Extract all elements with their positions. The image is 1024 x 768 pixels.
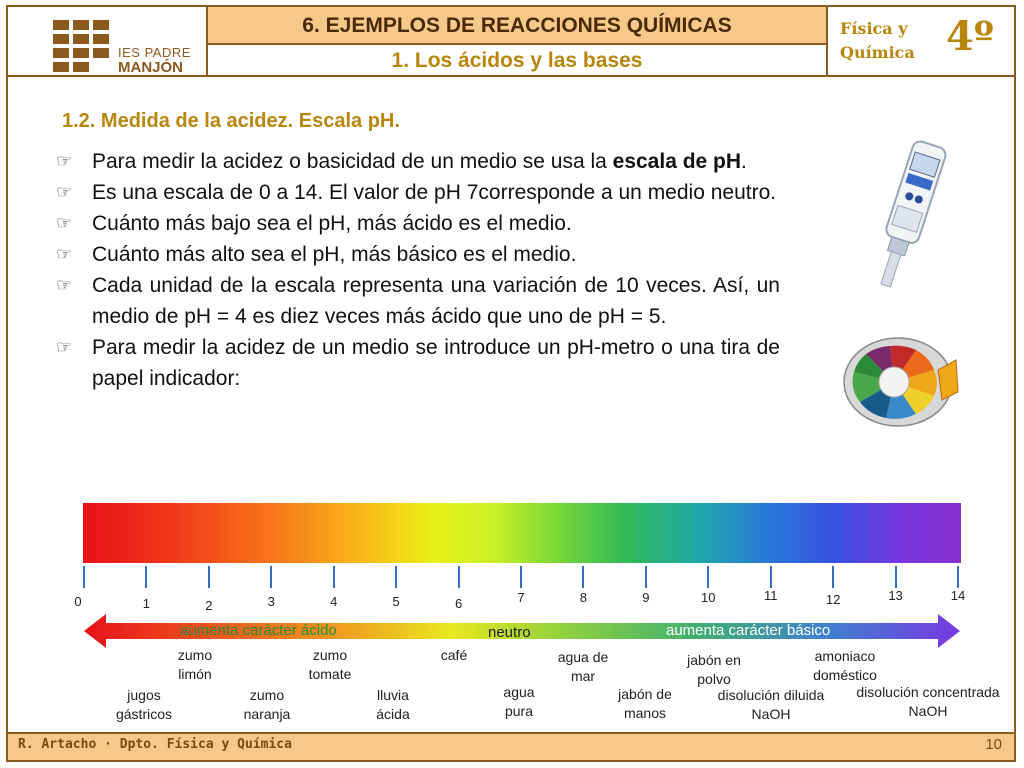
ph-tick-label: 7: [517, 590, 525, 605]
subject-label: [840, 17, 915, 65]
ph-tick: [333, 566, 335, 588]
header-title-box: [208, 7, 828, 77]
ph-meter-image: [855, 136, 955, 296]
ph-tick: [395, 566, 397, 588]
ph-tick: [707, 566, 709, 588]
school-logo: [8, 7, 208, 77]
example-naoh-concentrada: disolución concentrada NaOH: [856, 684, 1000, 719]
ph-tick-label: 6: [454, 596, 463, 611]
pointing-hand-icon: ☞: [56, 213, 73, 233]
bullet-item: [56, 146, 780, 177]
pointing-hand-icon: ☞: [56, 337, 73, 357]
ph-tick-label: 9: [642, 590, 650, 605]
example-agua-pura: agua pura: [503, 684, 535, 719]
ph-color-scale: [83, 503, 961, 563]
ph-tick-label: 2: [205, 598, 213, 613]
ph-tick-label: 8: [579, 590, 588, 605]
ph-tick: [270, 566, 272, 588]
bullet-text: Para medir la acidez o basicidad de un medio se usa la: [92, 150, 613, 173]
bullet-item: [56, 239, 780, 270]
bullet-item: [56, 177, 780, 208]
ph-tick-label: 3: [267, 594, 275, 609]
example-cafe: café: [440, 647, 468, 663]
logo-grid-icon: [53, 20, 111, 74]
subject-line2: Química: [840, 43, 915, 62]
page-subtitle: 1. Los ácidos y las bases: [391, 49, 643, 72]
acid-direction-label: aumenta carácter ácido: [180, 622, 337, 639]
bullet-text: Cada unidad de la escala representa una variación de 10 veces. Así, un medio de pH = 4 es diez veces más ácido que uno de pH = 5.: [92, 274, 780, 328]
example-lluvia-acida: lluvia ácida: [376, 687, 410, 722]
school-name-line1: IES PADRE: [118, 45, 191, 60]
bullet-text: Cuánto más alto sea el pH, más básico es el medio.: [92, 243, 577, 266]
ph-tick: [957, 566, 959, 588]
page-number: 10: [985, 736, 1002, 753]
pointing-hand-icon: ☞: [56, 244, 73, 264]
ph-tick: [520, 566, 522, 588]
base-direction-label: aumenta carácter básico: [666, 622, 831, 639]
example-zumo-limon: zumo limón: [177, 647, 213, 682]
ph-tick: [458, 566, 460, 588]
ph-tick: [208, 566, 210, 588]
grade-label: 4º: [946, 13, 994, 60]
neutral-label: neutro: [488, 624, 531, 641]
ph-tick-label: 11: [763, 588, 778, 603]
ph-tick-label: 10: [701, 590, 716, 605]
ph-tick-label: 5: [392, 594, 400, 609]
example-amoniaco: amoniaco doméstico: [813, 648, 877, 683]
ph-tick-label: 12: [825, 592, 841, 607]
ph-tick-label: 0: [74, 594, 82, 609]
example-zumo-naranja: zumo naranja: [243, 687, 291, 722]
bullet-item: [56, 270, 780, 332]
ph-paper-roll-image: [838, 330, 960, 430]
ph-tick: [83, 566, 85, 588]
ph-tick-label: 4: [330, 594, 338, 609]
example-naoh-diluida: disolución diluida NaOH: [717, 687, 825, 722]
pointing-hand-icon: ☞: [56, 151, 73, 171]
bullet-text: Para medir la acidez de un medio se introduce un pH-metro o una tira de papel indicador:: [92, 336, 780, 390]
ph-tick: [145, 566, 147, 588]
ph-tick: [770, 566, 772, 588]
bullet-bold-text: escala de pH: [612, 150, 742, 173]
example-jabon-polvo: jabón en polvo: [687, 652, 741, 687]
pointing-hand-icon: ☞: [56, 275, 73, 295]
ph-tick-label: 13: [888, 588, 903, 603]
bullet-text: Cuánto más bajo sea el pH, más ácido es el medio.: [92, 212, 572, 235]
school-name-line2: MANJÓN: [118, 59, 184, 76]
example-zumo-tomate: zumo tomate: [308, 647, 352, 682]
bullet-text: Es una escala de 0 a 14. El valor de pH 7corresponde a un medio neutro.: [92, 181, 777, 204]
ph-tick-label: 14: [950, 588, 966, 603]
example-agua-mar: agua de mar: [557, 649, 609, 684]
subject-box: [828, 7, 1014, 77]
example-jabon-manos: jabón de manos: [618, 686, 672, 721]
footer-author: R. Artacho · Dpto. Física y Química: [18, 737, 292, 752]
bullet-item: [56, 208, 780, 239]
page-title: 6. EJEMPLOS DE REACCIONES QUÍMICAS: [208, 7, 826, 45]
ph-tick-label: 1: [142, 596, 151, 611]
bullet-text: .: [741, 150, 747, 173]
ph-tick: [895, 566, 897, 588]
pointing-hand-icon: ☞: [56, 182, 73, 202]
subject-line1: Física y: [840, 19, 908, 38]
ph-tick: [645, 566, 647, 588]
ph-tick: [582, 566, 584, 588]
section-title: 1.2. Medida de la acidez. Escala pH.: [62, 110, 400, 132]
bullet-list: [56, 146, 780, 394]
bullet-item: [56, 332, 780, 394]
ph-tick: [832, 566, 834, 588]
example-jugos-gastricos: jugos gástricos: [115, 687, 173, 722]
